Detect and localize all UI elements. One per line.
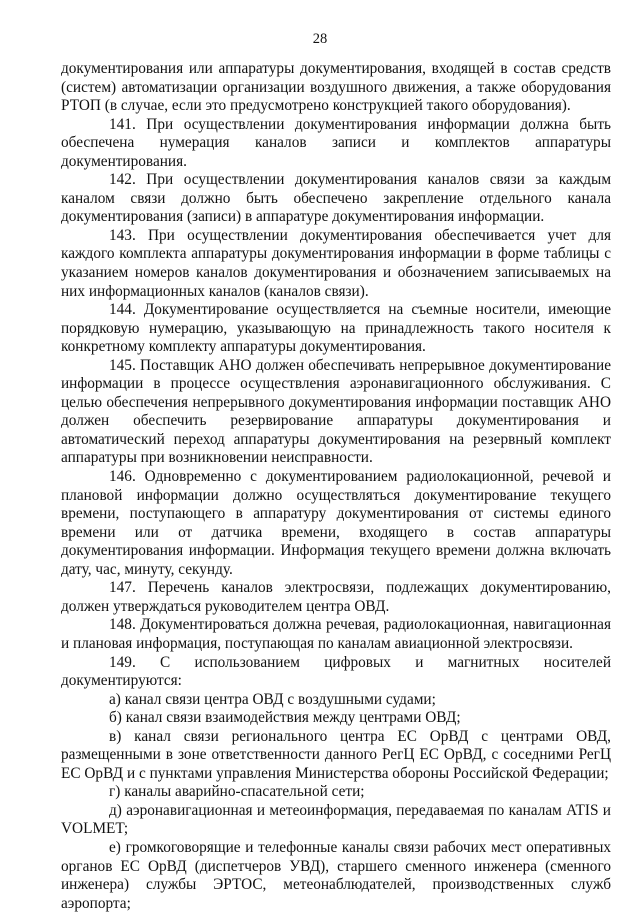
paragraph-143: 143. При осуществлении документирования обеспечивается учет для каждого комплекта аппаратуры документирования информации в форме таблицы с указанием номеров каналов документирования и обозначением записываемых на них информационных каналов (каналов связи). <box>61 226 611 300</box>
paragraph-146: 146. Одновременно с документированием радиолокационной, речевой и плановой информации должно осуществляться документирование текущего времени, поступающего в аппаратуру документирования от системы единого времени или от датчика времени, входящего в состав аппаратуры документирования информации. Информация текущего времени должна включать дату, час, минуту, секунду. <box>61 468 611 578</box>
paragraph-continuation: документирования или аппаратуры документирования, входящей в состав средств (систем) автоматизации организации воздушного движения, а также оборудования РТОП (в случае, если это предусмотрено конструкцией такого оборудования). <box>61 60 611 115</box>
list-item-149c: в) канал связи регионального центра ЕС ОрВД с центрами ОВД, размещенными в зоне ответственности данного РегЦ ЕС ОрВД, с соседними РегЦ ЕС ОрВД и с пунктами управления Министерства обороны Российской Федерации; <box>61 727 611 782</box>
list-item-149a: а) канал связи центра ОВД с воздушными судами; <box>109 690 436 708</box>
paragraph-149: 149. С использованием цифровых и магнитных носителей документируются: <box>61 653 611 690</box>
paragraph-142: 142. При осуществлении документирования каналов связи за каждым каналом связи должно быть обеспечено закрепление отдельного канала документирования (записи) в аппаратуре документирования информации. <box>61 171 611 226</box>
list-item-149d: г) каналы аварийно-спасательной сети; <box>109 783 365 801</box>
paragraph-148: 148. Документироваться должна речевая, радиолокационная, навигационная и плановая информация, поступающая по каналам авиационной электросвязи. <box>61 616 611 652</box>
paragraph-144: 144. Документирование осуществляется на съемные носители, имеющие порядковую нумерацию, указывающую на принадлежность такого носителя к конкретному комплекту аппаратуры документирования. <box>61 301 611 356</box>
paragraph-145: 145. Поставщик АНО должен обеспечивать непрерывное документирование информации в процессе осуществления аэронавигационного обслуживания. С целью обеспечения непрерывного документирования информации поставщик АНО должен обеспечить резервирование аппаратуры документирования и автоматический переход аппаратуры документирования на резервный комплект аппаратуры при возникновении неисправности. <box>61 356 611 467</box>
list-item-149b: б) канал связи взаимодействия между центрами ОВД; <box>109 709 461 727</box>
page-number: 28 <box>312 31 328 47</box>
paragraph-141: 141. При осуществлении документирования информации должна быть обеспечена нумерация каналов записи и комплектов аппаратуры документирования. <box>61 115 611 170</box>
paragraph-147: 147. Перечень каналов электросвязи, подлежащих документированию, должен утверждаться руководителем центра ОВД. <box>61 579 611 615</box>
list-item-149e: д) аэронавигационная и метеоинформация, передаваемая по каналам ATIS и VOLMET; <box>61 801 611 838</box>
document-body <box>61 60 611 913</box>
list-item-149f: е) громкоговорящие и телефонные каналы связи рабочих мест оперативных органов ЕС ОрВД (диспетчеров УВД), старшего сменного инженера (сменного инженера) службы ЭРТОС, метеонаблюдателей, производственных служб аэропорта; <box>61 838 611 912</box>
